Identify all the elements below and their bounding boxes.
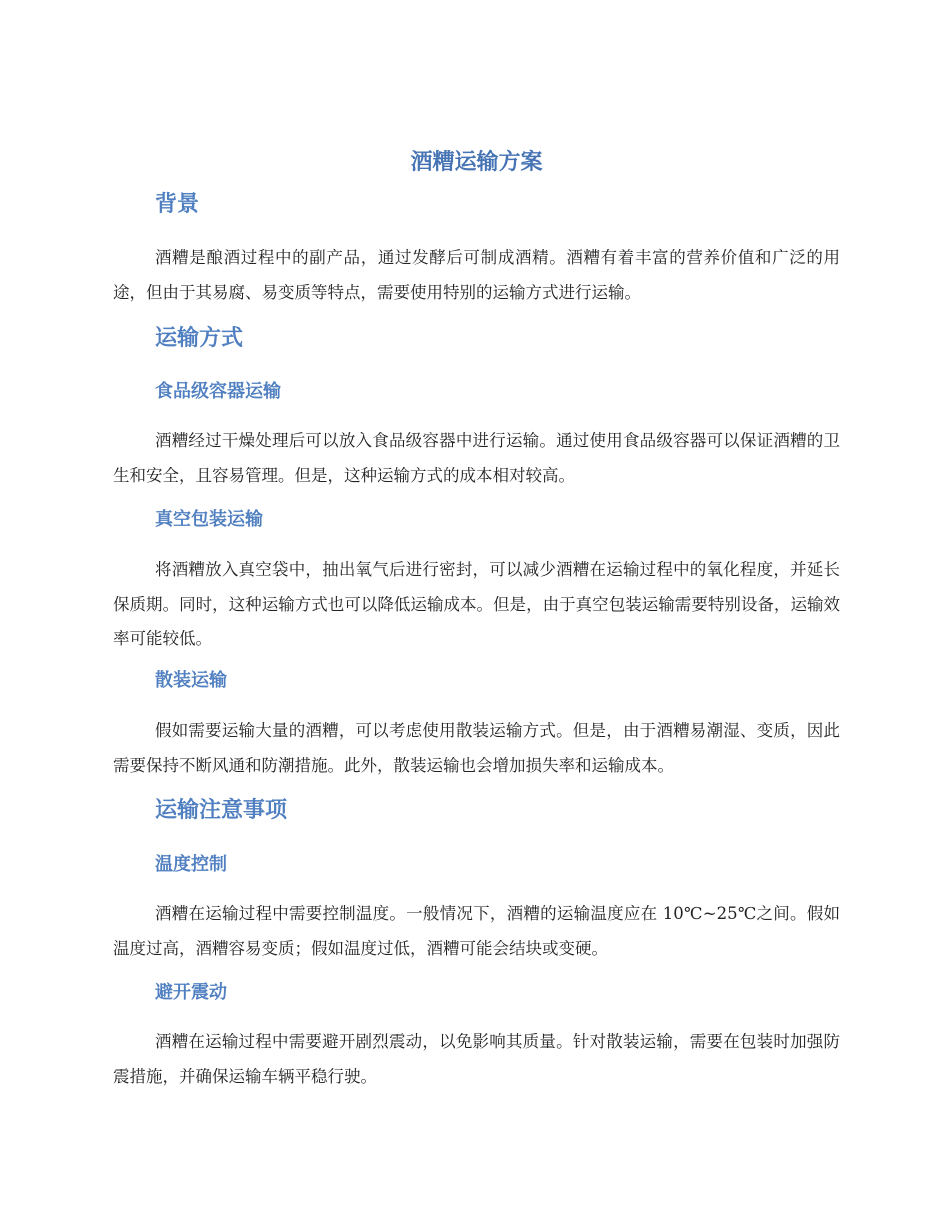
subsection-heading-bulk: 散装运输 xyxy=(155,670,227,691)
subsection-heading-food-grade: 食品级容器运输 xyxy=(155,381,281,402)
subsection-heading-vibration: 避开震动 xyxy=(155,982,227,1003)
section-heading-precautions: 运输注意事项 xyxy=(155,798,288,823)
section-heading-methods: 运输方式 xyxy=(155,326,244,351)
bulk-paragraph: 假如需要运输大量的酒糟，可以考虑使用散装运输方式。但是，由于酒糟易潮湿、变质，因此需要保持不断风通和防潮措施。此外，散装运输也会增加损失率和运输成本。 xyxy=(113,721,840,775)
subsection-heading-temperature: 温度控制 xyxy=(155,854,227,875)
document-title: 酒糟运输方案 xyxy=(410,150,543,175)
section-heading-background: 背景 xyxy=(155,192,200,217)
vacuum-paragraph: 将酒糟放入真空袋中，抽出氧气后进行密封，可以减少酒糟在运输过程中的氧化程度，并延长保质期。同时，这种运输方式也可以降低运输成本。但是，由于真空包装运输需要特别设备，运输效率可能较低。 xyxy=(113,560,840,648)
background-paragraph: 酒糟是酿酒过程中的副产品，通过发酵后可制成酒精。酒糟有着丰富的营养价值和广泛的用途，但由于其易腐、易变质等特点，需要使用特别的运输方式进行运输。 xyxy=(113,248,840,302)
vibration-paragraph: 酒糟在运输过程中需要避开剧烈震动，以免影响其质量。针对散装运输，需要在包装时加强防震措施，并确保运输车辆平稳行驶。 xyxy=(113,1032,840,1086)
temperature-paragraph: 酒糟在运输过程中需要控制温度。一般情况下，酒糟的运输温度应在 10℃~25℃之间。假如温度过高，酒糟容易变质；假如温度过低，酒糟可能会结块或变硬。 xyxy=(113,904,840,958)
subsection-heading-vacuum: 真空包装运输 xyxy=(155,509,263,530)
food-grade-paragraph: 酒糟经过干燥处理后可以放入食品级容器中进行运输。通过使用食品级容器可以保证酒糟的卫生和安全，且容易管理。但是，这种运输方式的成本相对较高。 xyxy=(113,431,840,485)
